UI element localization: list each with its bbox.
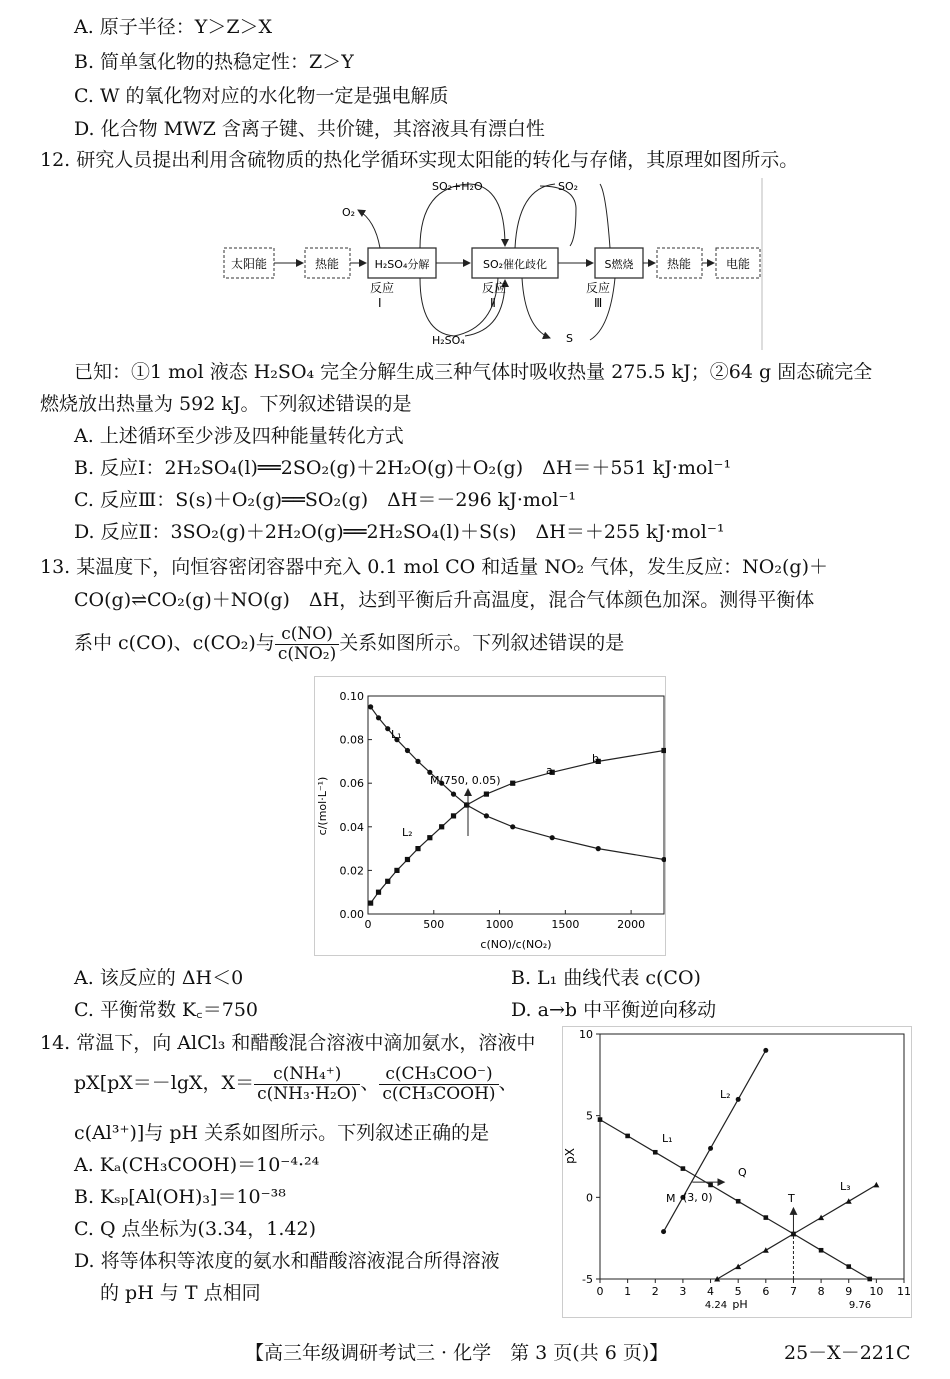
c1-series-line-1 xyxy=(371,707,664,860)
c1-xtick-label: 500 xyxy=(423,918,445,931)
c2-point-t-label: T xyxy=(788,1192,795,1205)
c1-l1-point xyxy=(415,759,420,764)
reaction-2-label: 反应 xyxy=(482,281,507,295)
reaction-1-numeral: Ⅰ xyxy=(378,296,382,310)
c1-ytick-label: 0.08 xyxy=(339,733,364,747)
label-s: S xyxy=(566,332,573,345)
c1-l1-point xyxy=(550,835,555,840)
c2-xtick-label: 0 xyxy=(596,1285,604,1298)
c2-series-line-1 xyxy=(600,1120,870,1279)
q13-option-a: A. 该反应的 ΔH＜0 xyxy=(74,967,244,989)
c1-l2-point xyxy=(439,824,444,829)
q12-option-c: C. 反应Ⅲ：S(s)＋O₂(g)══SO₂(g) ΔH＝－296 kJ·mol⁻¹ xyxy=(74,489,577,511)
q14-option-c: C. Q 点坐标为(3.34，1.42) xyxy=(74,1218,316,1240)
box-label-h2so4: H₂SO₄分解 xyxy=(374,258,430,271)
c2-xtick-label: 4 xyxy=(707,1285,715,1298)
c1-ytick-label: 0.00 xyxy=(339,908,364,921)
c2-xtick-label: 11 xyxy=(897,1285,911,1298)
q13-line1: 13. 某温度下，向恒容密闭容器中充入 0.1 mol CO 和适量 NO₂ 气体，发生反应：NO₂(g)＋ xyxy=(40,556,828,578)
c2-l1-point xyxy=(867,1277,872,1282)
c1-l2-point xyxy=(394,868,399,873)
c2-l3-point xyxy=(763,1247,769,1253)
q14-f1-num: c(NH₄⁺) xyxy=(254,1065,360,1085)
footer-title: 【高三年级调研考试三 · 化学 第 3 页(共 6 页)】 xyxy=(245,1342,669,1364)
box-label-heat-2: 热能 xyxy=(666,257,692,271)
c1-l2-point xyxy=(405,857,410,862)
box-label-s: S燃烧 xyxy=(604,258,634,271)
q14-fraction-1 xyxy=(254,1065,360,1104)
c1-series-l1-label: L₁ xyxy=(391,728,402,741)
c1-xtick-label: 2000 xyxy=(617,918,646,931)
c2-xlabel: pH xyxy=(732,1298,748,1311)
box-label-heat-1: 热能 xyxy=(314,257,340,271)
c1-l1-point xyxy=(484,813,489,818)
q12-cycle-diagram xyxy=(220,178,765,350)
c1-l1-point xyxy=(385,726,390,731)
c2-xtick-label: 2 xyxy=(651,1285,659,1298)
c2-ytick-label: 0 xyxy=(586,1191,593,1205)
c1-l1-point xyxy=(376,715,381,720)
c2-l1-point xyxy=(681,1166,686,1171)
q14-option-b: B. Kₛₚ[Al(OH)₃]＝10⁻³⁸ xyxy=(74,1186,286,1208)
c2-xtick-label: 7 xyxy=(789,1285,797,1298)
c1-l1-point xyxy=(510,824,515,829)
q14-line3: c(Al³⁺)]与 pH 关系如图所示。下列叙述正确的是 xyxy=(74,1122,490,1144)
c2-ytick-label: 5 xyxy=(586,1109,593,1123)
c2-xtick-label: 9 xyxy=(845,1285,853,1298)
c2-point-q-label: Q xyxy=(738,1166,747,1179)
c2-xtick-label: 10 xyxy=(869,1285,884,1298)
c1-point-b-label: b xyxy=(592,752,599,765)
q14-sep-1: 、 xyxy=(360,1072,380,1094)
c2-l1-point xyxy=(819,1248,824,1253)
q13-frac-den: c(NO₂) xyxy=(277,643,337,664)
c2-l2-point xyxy=(763,1048,768,1053)
c1-l2-point xyxy=(510,781,515,786)
q14-line2-a: pX[pX＝－lgX，X＝ xyxy=(74,1072,255,1094)
c2-l3-point xyxy=(818,1215,824,1221)
c1-l1-point xyxy=(368,704,373,709)
q13-line3 xyxy=(74,620,624,666)
q14-line2 xyxy=(74,1060,518,1106)
q11-option-c: C. W 的氧化物对应的水化物一定是强电解质 xyxy=(74,85,449,107)
c1-ytick-label: 0.06 xyxy=(339,777,364,791)
c2-series-l2-label: L₂ xyxy=(720,1088,731,1101)
c1-l2-point xyxy=(385,879,390,884)
reaction-3-label: 反应 xyxy=(586,281,611,295)
q14-fraction-2 xyxy=(379,1065,498,1104)
c2-xtick-label: 8 xyxy=(817,1285,825,1298)
c1-l2-point xyxy=(451,813,456,818)
c1-ytick-label: 0.10 xyxy=(339,690,364,703)
c2-xtick-label: 6 xyxy=(762,1285,770,1298)
c1-ytick-label: 0.04 xyxy=(339,820,364,834)
q11-option-d: D. 化合物 MWZ 含离子键、共价键，其溶液具有漂白性 xyxy=(74,118,545,140)
q12-option-a: A. 上述循环至少涉及四种能量转化方式 xyxy=(74,425,404,447)
q13-option-b: B. L₁ 曲线代表 c(CO) xyxy=(511,967,701,989)
reaction-1-label: 反应 xyxy=(370,281,395,295)
box-label-so2: SO₂催化歧化 xyxy=(482,258,548,271)
box-label-solar: 太阳能 xyxy=(230,257,268,271)
q14-f1-den: c(NH₃·H₂O) xyxy=(257,1083,358,1104)
c1-l2-point xyxy=(376,890,381,895)
c2-xtick-label: 1 xyxy=(624,1285,632,1298)
q13-equilibrium-chart xyxy=(314,676,666,956)
c1-xlabel: c(NO)/c(NO₂) xyxy=(480,938,552,951)
label-so2-h2o: SO₂+H₂O xyxy=(432,180,483,193)
c2-l3-point xyxy=(846,1198,852,1204)
c2-l3-point xyxy=(735,1264,741,1270)
c1-xtick-label: 0 xyxy=(364,918,372,931)
c2-l3-point xyxy=(873,1182,879,1188)
label-so2: SO₂ xyxy=(558,180,579,193)
q14-f2-den: c(CH₃COOH) xyxy=(382,1083,496,1104)
q14-option-d-line1: D. 将等体积等浓度的氨水和醋酸溶液混合所得溶液 xyxy=(74,1250,500,1272)
q13-option-d: D. a→b 中平衡逆向移动 xyxy=(511,999,717,1021)
q12-option-b: B. 反应Ⅰ：2H₂SO₄(l)══2SO₂(g)＋2H₂O(g)＋O₂(g) ΔH＝＋551 kJ·mol⁻¹ xyxy=(74,457,732,479)
c2-ytick-label: 10 xyxy=(579,1028,593,1041)
q13-ratio-fraction xyxy=(275,625,339,664)
c2-l1-point xyxy=(708,1183,713,1188)
c1-l1-point xyxy=(596,846,601,851)
c1-xtick-label: 1000 xyxy=(485,918,514,931)
c2-l1-point xyxy=(764,1215,769,1220)
c2-ylabel: pX xyxy=(563,1148,577,1164)
q12-option-d: D. 反应Ⅱ：3SO₂(g)＋2H₂O(g)══2H₂SO₄(l)＋S(s) ΔH＝＋255 kJ·mol⁻¹ xyxy=(74,521,725,543)
c2-l1-point xyxy=(625,1134,630,1139)
c1-l2-point xyxy=(427,835,432,840)
c1-l2-point xyxy=(415,846,420,851)
footer-code: 25－X－221C xyxy=(784,1342,911,1364)
reaction-3-numeral: Ⅲ xyxy=(594,296,603,310)
label-o2: O₂ xyxy=(342,206,356,219)
c2-l2-point xyxy=(736,1097,741,1102)
c2-ytick-label: -5 xyxy=(582,1273,593,1286)
q13-line2: CO(g)⇌CO₂(g)＋NO(g) ΔH，达到平衡后升高温度，混合气体颜色加深。测得平衡体 xyxy=(74,589,815,611)
c2-l1-point xyxy=(653,1150,658,1155)
q13-line3-a: 系中 c(CO)、c(CO₂)与 xyxy=(74,632,275,654)
q13-option-c: C. 平衡常数 K꜀＝750 xyxy=(74,999,259,1021)
c2-xtick-label: 5 xyxy=(734,1285,742,1298)
c2-extra-tick-424: 4.24 xyxy=(704,1300,728,1311)
c2-l2-point xyxy=(708,1146,713,1151)
c2-point-m-label: M xyxy=(666,1192,676,1205)
c2-l1-point xyxy=(846,1264,851,1269)
label-h2so4: H₂SO₄ xyxy=(432,334,465,347)
c2-xtick-label: 3 xyxy=(679,1285,687,1298)
c1-l2-point xyxy=(368,901,373,906)
q14-line1: 14. 常温下，向 AlCl₃ 和醋酸混合溶液中滴加氨水，溶液中 xyxy=(40,1032,536,1054)
q11-option-a: A. 原子半径：Y＞Z＞X xyxy=(74,16,273,38)
c1-xtick-label: 1500 xyxy=(551,918,580,931)
c2-series-l1-label: L₁ xyxy=(662,1132,673,1145)
q12-known-line2: 燃烧放出热量为 592 kJ。下列叙述错误的是 xyxy=(40,393,412,415)
q14-sep-2: 、 xyxy=(498,1072,518,1094)
box-label-electric: 电能 xyxy=(725,257,751,271)
q11-option-b: B. 简单氢化物的热稳定性：Z＞Y xyxy=(74,51,354,73)
c2-series-line-2 xyxy=(664,1050,766,1231)
q14-f2-num: c(CH₃COO⁻) xyxy=(379,1065,498,1085)
c1-series-l2-label: L₂ xyxy=(402,826,413,839)
c1-l1-point xyxy=(661,857,666,862)
c1-point-m-label: M(750, 0.05) xyxy=(430,774,501,787)
q14-px-ph-chart xyxy=(562,1026,912,1318)
c1-series-line-2 xyxy=(371,751,664,904)
q14-option-d-line2: 的 pH 与 T 点相同 xyxy=(100,1282,261,1304)
c1-l1-point xyxy=(451,792,456,797)
c1-l1-point xyxy=(405,748,410,753)
c1-point-a-label: a xyxy=(546,764,553,777)
q13-frac-num: c(NO) xyxy=(275,625,339,645)
q13-line3-b: 关系如图所示。下列叙述错误的是 xyxy=(339,632,625,654)
q12-known-line1: 已知：①1 mol 液态 H₂SO₄ 完全分解生成三种气体时吸收热量 275.5 kJ；②64 g 固态硫完全 xyxy=(74,361,873,383)
c2-series-l3-label: L₃ xyxy=(840,1180,851,1193)
c2-l1-point xyxy=(598,1117,603,1122)
c2-l1-point xyxy=(736,1199,741,1204)
c1-ylabel: c/(mol·L⁻¹) xyxy=(316,776,329,836)
c2-series-line-3 xyxy=(717,1185,876,1279)
c2-l2-point xyxy=(661,1229,666,1234)
q14-option-a: A. Kₐ(CH₃COOH)＝10⁻⁴·²⁴ xyxy=(74,1154,320,1176)
c2-extra-tick-976: 9.76 xyxy=(848,1300,872,1311)
c1-l2-point xyxy=(661,748,666,753)
c1-l2-point xyxy=(484,792,489,797)
reaction-2-numeral: Ⅱ xyxy=(490,296,496,310)
q12-stem: 12. 研究人员提出利用含硫物质的热化学循环实现太阳能的转化与存储，其原理如图所示。 xyxy=(40,149,799,171)
c2-point-m-coord: (3, 0) xyxy=(683,1191,713,1204)
c1-ytick-label: 0.02 xyxy=(339,864,364,878)
